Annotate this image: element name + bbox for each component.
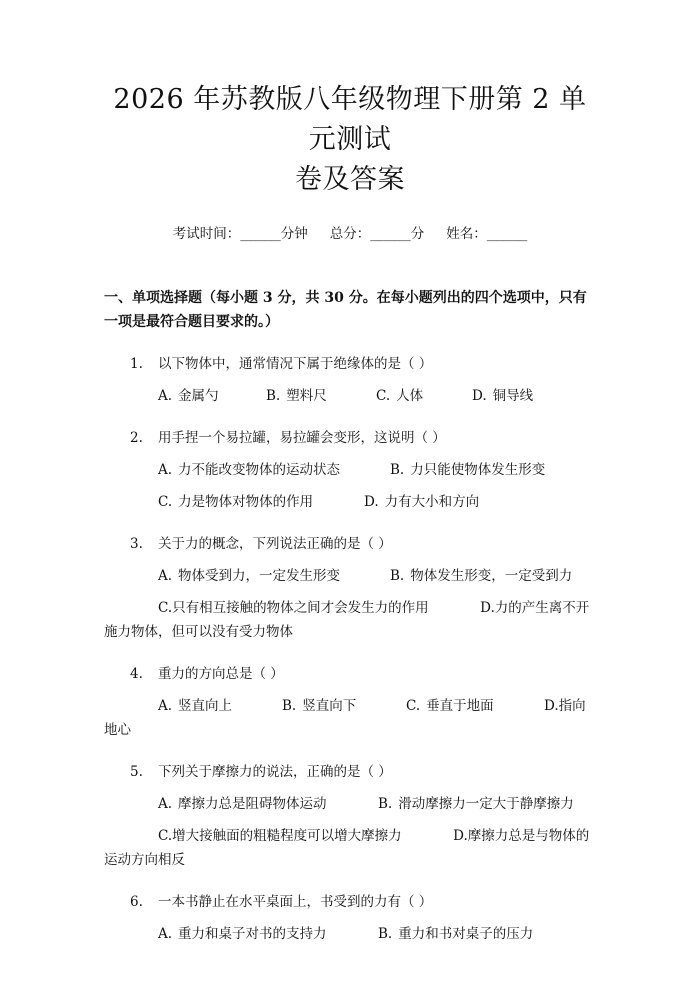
option-b: B. 物体发生形变，一定受到力 (390, 568, 573, 584)
question-3 (104, 532, 596, 644)
section-heading-single-choice: 一、单项选择题（每小题 3 分，共 30 分。在每小题列出的四个选项中，只有一项是最符合题目要求的。） (104, 290, 587, 330)
question-text: 关于力的概念，下列说法正确的是（ ） (158, 536, 392, 552)
student-name-field: 姓名：______ (446, 226, 528, 242)
option-c: C.增大接触面的粗糙程度可以增大摩擦力 (158, 828, 402, 844)
option-b: B. 竖直向下 (282, 698, 357, 714)
question-number: 5. (130, 764, 143, 780)
option-a: A. 摩擦力总是阻碍物体运动 (158, 796, 327, 812)
document-title (104, 80, 596, 200)
option-row (104, 596, 596, 644)
question-text: 重力的方向总是（ ） (158, 666, 284, 682)
option-d: D.摩擦力总是与物体的运动方向相反 (104, 828, 590, 868)
question-6 (104, 890, 596, 946)
option-a: A. 金属勺 (158, 388, 219, 404)
option-a: A. 竖直向上 (158, 698, 233, 714)
option-a: A. 力不能改变物体的运动状态 (158, 462, 341, 478)
question-stem (104, 426, 596, 450)
option-d: D.指向地心 (104, 698, 586, 738)
option-row (104, 490, 596, 514)
option-d: D. 力有大小和方向 (364, 494, 480, 510)
question-stem (104, 352, 596, 376)
option-d: D.力的产生离不开施力物体，但可以没有受力物体 (104, 600, 590, 640)
option-b: B. 重力和书对桌子的压力 (378, 926, 534, 942)
total-score-field: 总分：______分 (329, 226, 425, 242)
exam-page (0, 80, 700, 985)
option-b: B. 塑料尺 (266, 388, 327, 404)
question-stem (104, 760, 596, 784)
question-number: 2. (130, 430, 143, 446)
option-row (104, 824, 596, 872)
option-a: A. 重力和桌子对书的支持力 (158, 926, 327, 942)
question-stem (104, 890, 596, 914)
option-row (104, 694, 596, 742)
question-stem (104, 662, 596, 686)
option-row (104, 564, 596, 588)
option-row (104, 792, 596, 816)
question-1 (104, 352, 596, 408)
exam-time-field: 考试时间：______分钟 (172, 226, 308, 242)
question-2 (104, 426, 596, 514)
question-stem (104, 532, 596, 556)
title-line-2: 卷及答案 (295, 164, 405, 195)
option-row (104, 458, 596, 482)
option-c: C.只有相互接触的物体之间才会发生力的作用 (158, 600, 429, 616)
question-text: 用手捏一个易拉罐，易拉罐会变形，这说明（ ） (158, 430, 446, 446)
option-b: B. 滑动摩擦力一定大于静摩擦力 (378, 796, 574, 812)
option-c: C. 人体 (376, 388, 424, 404)
option-a: A. 物体受到力，一定发生形变 (158, 568, 341, 584)
option-c: C. 力是物体对物体的作用 (158, 494, 314, 510)
question-number: 4. (130, 666, 143, 682)
question-5 (104, 760, 596, 872)
option-d: D. 铜导线 (472, 388, 534, 404)
question-text: 下列关于摩擦力的说法，正确的是（ ） (158, 764, 392, 780)
option-row (104, 384, 596, 408)
question-number: 3. (130, 536, 143, 552)
exam-meta (104, 224, 596, 244)
option-row (104, 922, 596, 946)
question-text: 一本书静止在水平桌面上，书受到的力有（ ） (158, 894, 433, 910)
title-line-1: 2026 年苏教版八年级物理下册第 2 单元测试 (113, 84, 587, 155)
question-text: 以下物体中，通常情况下属于绝缘体的是（ ） (158, 356, 433, 372)
option-b: B. 力只能使物体发生形变 (390, 462, 546, 478)
option-c: C. 垂直于地面 (406, 698, 494, 714)
question-number: 1. (130, 356, 143, 372)
question-number: 6. (130, 894, 143, 910)
question-4 (104, 662, 596, 742)
